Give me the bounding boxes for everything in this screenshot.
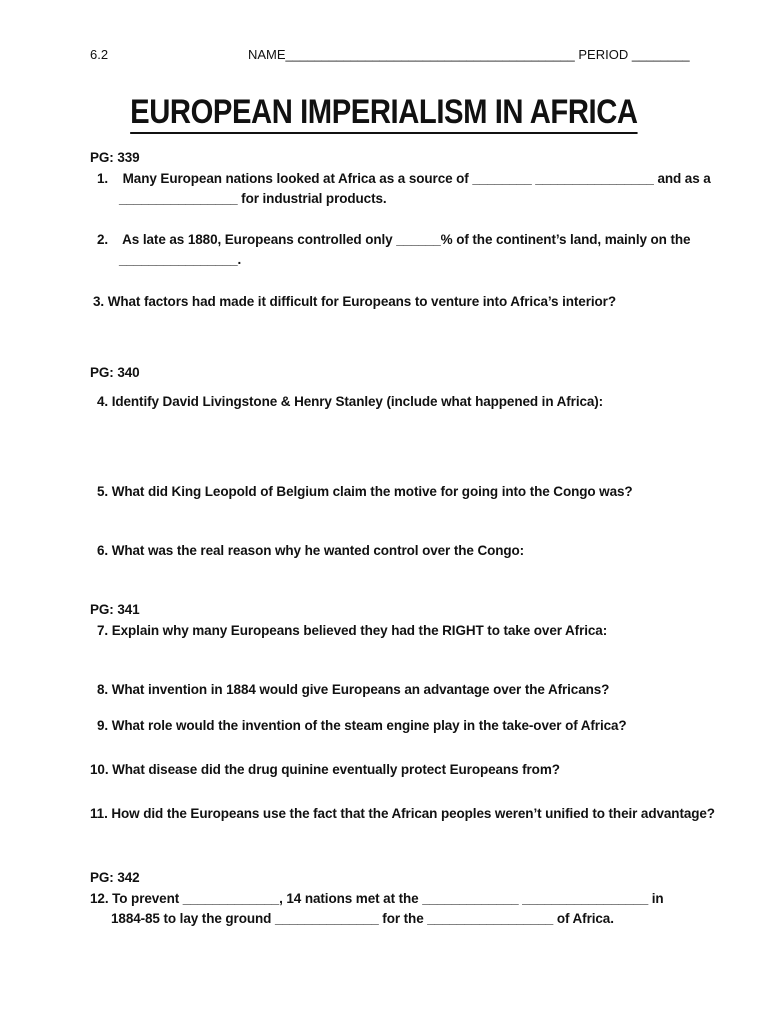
question-9: 9. What role would the invention of the steam engine play in the take-over of Africa? (97, 718, 627, 733)
worksheet-number: 6.2 (90, 47, 109, 62)
section-pg-339: PG: 339 (90, 150, 140, 165)
question-8: 8. What invention in 1884 would give Europeans an advantage over the Africans? (97, 682, 610, 697)
question-2-line-2: ________________. (119, 252, 242, 267)
question-1-line-2: ________________ for industrial products. (119, 191, 387, 206)
page-title (54, 93, 714, 132)
question-12-line-1: 12. To prevent _____________, 14 nations met at the _____________ _________________ in (90, 891, 664, 906)
question-11: 11. How did the Europeans use the fact that the African peoples weren’t unified to their advantage? (90, 806, 715, 821)
question-1-line-1: 1. Many European nations looked at Africa as a source of ________ ________________ and as a (97, 171, 711, 186)
name-period-field: NAME________________________________________ PERIOD ________ (248, 47, 690, 62)
question-3: 3. What factors had made it difficult for Europeans to venture into Africa’s interior? (93, 294, 616, 309)
page-title-text: EUROPEAN IMPERIALISM IN AFRICA (130, 93, 637, 134)
section-pg-341: PG: 341 (90, 602, 140, 617)
question-2-line-1: 2. As late as 1880, Europeans controlled only ______% of the continent’s land, mainly on the (97, 232, 691, 247)
question-4: 4. Identify David Livingstone & Henry Stanley (include what happened in Africa): (97, 394, 604, 409)
question-5: 5. What did King Leopold of Belgium claim the motive for going into the Congo was? (97, 484, 633, 499)
question-10: 10. What disease did the drug quinine eventually protect Europeans from? (90, 762, 560, 777)
question-7: 7. Explain why many Europeans believed they had the RIGHT to take over Africa: (97, 623, 608, 638)
section-pg-342: PG: 342 (90, 870, 140, 885)
question-6: 6. What was the real reason why he wanted control over the Congo: (97, 543, 525, 558)
section-pg-340: PG: 340 (90, 365, 140, 380)
question-12-line-2: 1884-85 to lay the ground ______________ for the _________________ of Africa. (111, 911, 614, 926)
